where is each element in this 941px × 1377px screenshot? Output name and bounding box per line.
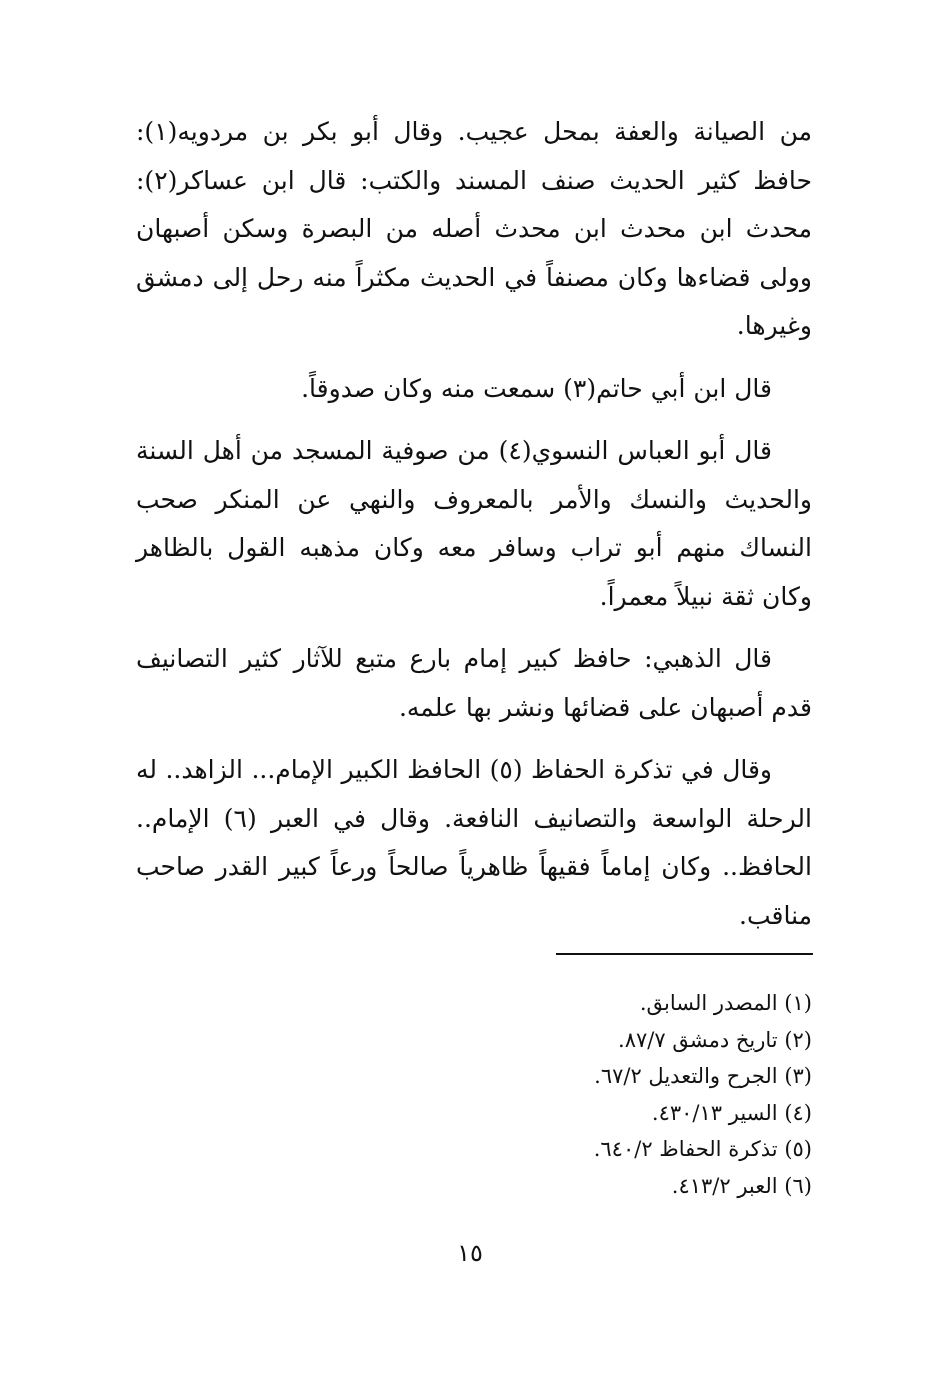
paragraph-1: من الصيانة والعفة بمحل عجيب. وقال أبو بكر بن مردويه(١): حافظ كثير الحديث صنف المسند والكتب: قال ابن عساكر(٢): محدث ابن محدث ابن محدث أصله من البصرة وسكن أصبهان وولى قضاءها وكان مصنفاً في الحديث مكثراً منه رحل إلى دمشق وغيرها. <box>136 117 812 340</box>
footnote-5: (٥) تذكرة الحفاظ ٦٤٠/٢. <box>593 1137 812 1162</box>
paragraph-4: قال الذهبي: حافظ كبير إمام بارع متبع للآثار كثير التصانيف قدم أصبهان على قضائها ونشر بها علمه. <box>136 644 812 722</box>
footnote-6: (٦) العبر ٤١٣/٢. <box>671 1173 812 1198</box>
footnotes <box>380 985 812 1205</box>
footnote-separator <box>556 953 813 955</box>
footnote-2: (٢) تاريخ دمشق ٨٧/٧. <box>618 1027 812 1052</box>
footnote-3: (٣) الجرح والتعديل ٦٧/٢. <box>594 1064 812 1089</box>
footnote-4: (٤) السير ٤٣٠/١٣. <box>651 1100 812 1125</box>
main-text <box>136 108 812 954</box>
paragraph-2: قال ابن أبي حاتم(٣) سمعت منه وكان صدوقاً. <box>301 373 772 403</box>
paragraph-5: وقال في تذكرة الحفاظ (٥) الحافظ الكبير الإمام... الزاهد.. له الرحلة الواسعة والتصانيف النافعة. وقال في العبر (٦) الإمام.. الحافظ.. وكان إماماً فقيهاً ظاهرياً صالحاً ورعاً كبير القدر صاحب مناقب. <box>136 755 812 930</box>
footnote-1: (١) المصدر السابق. <box>639 991 812 1015</box>
paragraph-3: قال أبو العباس النسوي(٤) من صوفية المسجد من أهل السنة والحديث والنسك والأمر بالمعروف والنهي عن المنكر صحب النساك منهم أبو تراب وسافر معه وكان مذهبه القول بالظاهر وكان ثقة نبيلاً معمراً. <box>136 436 812 611</box>
page-number: ١٥ <box>457 1239 483 1267</box>
